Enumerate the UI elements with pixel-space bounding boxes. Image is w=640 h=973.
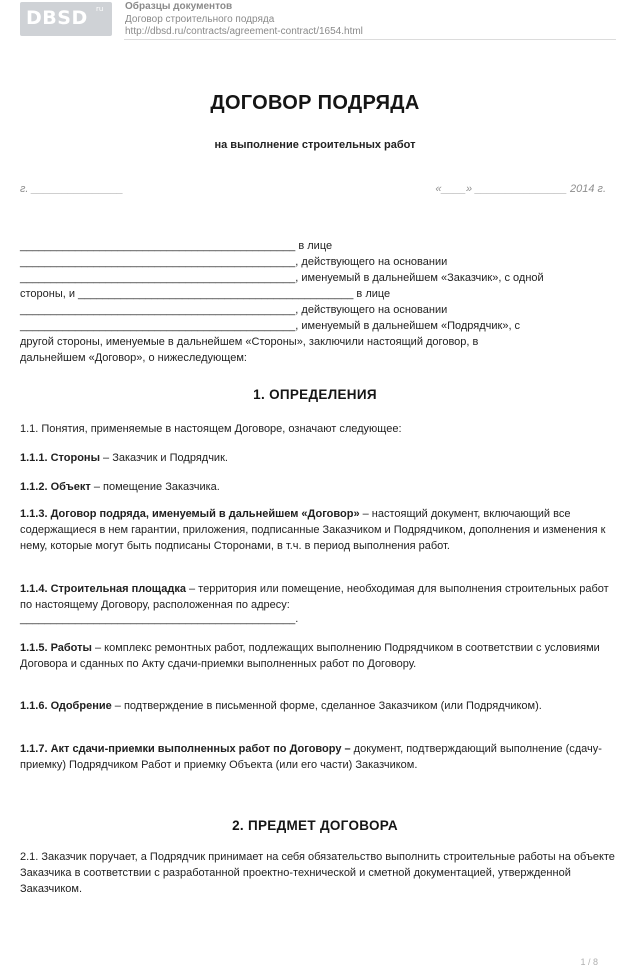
site-logo[interactable] (20, 2, 112, 36)
parties-line: стороны, и _____________________________________________ в лице (20, 288, 391, 300)
address-blank: _____________________________________________. (20, 613, 299, 625)
page-header (0, 0, 640, 40)
clause-1-1-6 (20, 698, 616, 714)
clause-1-1-1 (20, 450, 616, 466)
logo-suffix: ru (96, 5, 104, 13)
clause-term: 1.1.7. Акт сдачи-приемки выполненных работ по Договору – (20, 743, 351, 755)
clause-term: 1.1.5. Работы (20, 642, 92, 654)
document-subtitle: на выполнение строительных работ (214, 139, 416, 151)
clause-text: – подтверждение в письменной форме, сделанное Заказчиком (или Подрядчиком). (111, 700, 542, 712)
document-title: ДОГОВОР ПОДРЯДА (210, 92, 420, 114)
clause-1-1-7 (20, 741, 616, 773)
document-url[interactable]: http://dbsd.ru/contracts/agreement-contract/1654.html (125, 26, 363, 37)
city-field: г. _______________ (20, 183, 124, 195)
section-heading-subject: 2. ПРЕДМЕТ ДОГОВОРА (232, 818, 398, 833)
clause-term: 1.1.1. Стороны (20, 452, 100, 464)
site-name: Образцы документов (125, 1, 233, 12)
clause-text: – настоящий документ, включающий все содержащиеся в нем гарантии, приложения, подписанные Заказчиком и Подрядчиком, дополнения и изменения к нему, которые могут быть подписаны Сторонами, в т.ч. в период выполнения работ. (20, 508, 606, 552)
parties-line: другой стороны, именуемые в дальнейшем «Стороны», заключили настоящий договор, в (20, 336, 479, 348)
clause-1-1-5 (20, 640, 616, 672)
clause-2-1: 2.1. Заказчик поручает, а Подрядчик принимает на себя обязательство выполнить строительные работы на объекте Заказчика в соответствии с разработанной проектно-технической и сметной документацией, утвержденной Заказчиком. (20, 851, 615, 895)
clause-term: 1.1.3. Договор подряда, именуемый в дальнейшем «Договор» (20, 508, 360, 520)
clause-1-1-3 (20, 506, 616, 554)
clause-1-1-2 (20, 479, 616, 495)
header-divider (124, 39, 616, 40)
clause-text: – комплекс ремонтных работ, подлежащих выполнению Подрядчиком в соответствии с условиями Договора и сданных по Акту сдачи-приемки выполненных работ по Договору. (20, 642, 600, 670)
clause-text: – помещение Заказчика. (90, 481, 220, 493)
clause-text: – территория или помещение, необходимая для выполнения строительных работ по настоящему Договору, расположенная по адресу: (20, 583, 609, 611)
clause-text: документ, подтверждающий выполнение (сдачу-приемку) Подрядчиком Работ и приемку Объекта (или его части) Заказчиком. (20, 743, 602, 771)
clause-term: 1.1.6. Одобрение (20, 700, 112, 712)
page-number: 1 / 8 (580, 957, 598, 967)
parties-line: _____________________________________________ в лице (20, 240, 333, 252)
date-field: «____» _______________ 2014 г. (435, 183, 606, 195)
parties-line: _____________________________________________, именуемый в дальнейшем «Подрядчик», с (20, 320, 521, 332)
clause-text: – Заказчик и Подрядчик. (99, 452, 228, 464)
section-heading-definitions: 1. ОПРЕДЕЛЕНИЯ (253, 387, 377, 402)
document-name: Договор строительного подряда (125, 14, 275, 25)
parties-line: дальнейшем «Договор», о нижеследующем: (20, 352, 247, 364)
clause-term: 1.1.2. Объект (20, 481, 91, 493)
parties-line: _____________________________________________, действующего на основании (20, 256, 448, 268)
clause-term: 1.1.4. Строительная площадка (20, 583, 186, 595)
clause-1-1: 1.1. Понятия, применяемые в настоящем Договоре, означают следующее: (20, 423, 402, 435)
clause-1-1-4 (20, 581, 616, 613)
logo-text: DBSD (26, 7, 88, 29)
parties-line: _____________________________________________, действующего на основании (20, 304, 448, 316)
parties-line: _____________________________________________, именуемый в дальнейшем «Заказчик», с одной (20, 272, 544, 284)
